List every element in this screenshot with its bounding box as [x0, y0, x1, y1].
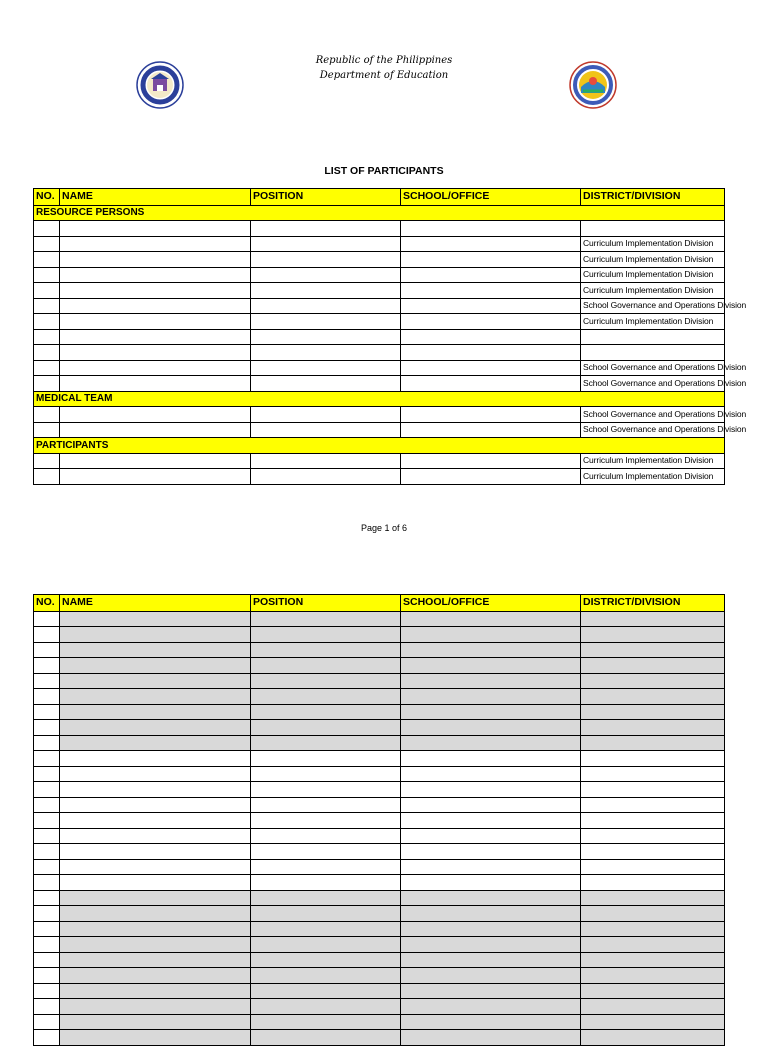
- section-row-medical: [34, 391, 725, 407]
- col-header-district: DISTRICT/DIVISION: [581, 595, 725, 612]
- department-heading: Department of Education: [319, 70, 449, 81]
- cell-no: [34, 906, 60, 922]
- table-row: [34, 890, 725, 906]
- cell-position: [251, 720, 401, 736]
- cell-position: [251, 642, 401, 658]
- table-row: [34, 360, 725, 376]
- cell-position: [251, 267, 401, 283]
- cell-position: [251, 999, 401, 1015]
- cell-position: [251, 952, 401, 968]
- table-row: [34, 642, 725, 658]
- table-row: [34, 952, 725, 968]
- cell-district: [581, 921, 725, 937]
- cell-no: [34, 689, 60, 705]
- col-header-position: POSITION: [251, 595, 401, 612]
- table-row: [34, 766, 725, 782]
- cell-district: [581, 345, 725, 361]
- cell-school: [401, 267, 581, 283]
- cell-position: [251, 252, 401, 268]
- table-row: [34, 875, 725, 891]
- cell-name: [60, 859, 251, 875]
- table-row: [34, 627, 725, 643]
- cell-school: [401, 766, 581, 782]
- cell-position: [251, 813, 401, 829]
- cell-name: [60, 983, 251, 999]
- cell-school: [401, 469, 581, 485]
- cell-no: [34, 642, 60, 658]
- cell-no: [34, 1014, 60, 1030]
- cell-name: [60, 999, 251, 1015]
- cell-school: [401, 890, 581, 906]
- cell-district: [581, 859, 725, 875]
- cell-school: [401, 859, 581, 875]
- cell-no: [34, 720, 60, 736]
- cell-no: [34, 890, 60, 906]
- col-header-school: SCHOOL/OFFICE: [401, 595, 581, 612]
- table-row: [34, 611, 725, 627]
- cell-position: [251, 968, 401, 984]
- cell-position: [251, 828, 401, 844]
- medical-rows: [34, 407, 747, 438]
- cell-position: [251, 875, 401, 891]
- table-row: [34, 236, 725, 252]
- col-header-position: POSITION: [251, 189, 401, 206]
- cell-school: [401, 952, 581, 968]
- cell-name: [60, 469, 251, 485]
- cell-no: [34, 735, 60, 751]
- cell-school: [401, 875, 581, 891]
- cell-no: [34, 658, 60, 674]
- cell-position: [251, 983, 401, 999]
- cell-school: [401, 658, 581, 674]
- table-row: [34, 453, 725, 469]
- cell-district: School Governance and Operations Division: [581, 376, 725, 392]
- cell-district: [581, 813, 725, 829]
- section-label: MEDICAL TEAM: [34, 391, 725, 407]
- republic-heading: Republic of the Philippines: [315, 55, 453, 66]
- cell-name: [60, 921, 251, 937]
- table-row: [34, 407, 725, 423]
- cell-school: [401, 704, 581, 720]
- participant-rows: [34, 453, 725, 484]
- cell-school: [401, 642, 581, 658]
- cell-name: [60, 828, 251, 844]
- table-row: [34, 422, 725, 438]
- cell-school: [401, 828, 581, 844]
- cell-district: [581, 844, 725, 860]
- cell-name: [60, 797, 251, 813]
- cell-name: [60, 1030, 251, 1046]
- cell-school: [401, 999, 581, 1015]
- table-row: [34, 298, 725, 314]
- table-row: [34, 828, 725, 844]
- cell-no: [34, 875, 60, 891]
- deped-seal-icon: [136, 61, 184, 109]
- table-row: [34, 968, 725, 984]
- cell-school: [401, 921, 581, 937]
- cell-no: [34, 937, 60, 953]
- cell-no: [34, 983, 60, 999]
- cell-no: [34, 813, 60, 829]
- col-header-name: NAME: [60, 595, 251, 612]
- cell-position: [251, 376, 401, 392]
- cell-position: [251, 407, 401, 423]
- cell-school: [401, 751, 581, 767]
- cell-school: [401, 782, 581, 798]
- cell-school: [401, 360, 581, 376]
- table-row: [34, 267, 725, 283]
- cell-name: [60, 453, 251, 469]
- cell-position: [251, 890, 401, 906]
- cell-position: [251, 689, 401, 705]
- cell-district: Curriculum Implementation Division: [581, 236, 725, 252]
- cell-name: [60, 952, 251, 968]
- cell-name: [60, 376, 251, 392]
- cell-no: [34, 611, 60, 627]
- resource-rows: [34, 221, 747, 392]
- cell-school: [401, 1030, 581, 1046]
- cell-name: [60, 611, 251, 627]
- cell-district: [581, 1030, 725, 1046]
- cell-no: [34, 751, 60, 767]
- table-row: [34, 469, 725, 485]
- table-row: [34, 314, 725, 330]
- cell-district: Curriculum Implementation Division: [581, 469, 725, 485]
- cell-name: [60, 704, 251, 720]
- cell-no: [34, 782, 60, 798]
- cell-position: [251, 797, 401, 813]
- col-header-district: DISTRICT/DIVISION: [581, 189, 725, 206]
- cell-position: [251, 422, 401, 438]
- cell-position: [251, 921, 401, 937]
- cell-name: [60, 906, 251, 922]
- cell-position: [251, 1030, 401, 1046]
- cell-name: [60, 360, 251, 376]
- cell-school: [401, 314, 581, 330]
- table-row: [34, 283, 725, 299]
- cell-no: [34, 968, 60, 984]
- cell-district: [581, 766, 725, 782]
- cell-school: [401, 376, 581, 392]
- cell-school: [401, 968, 581, 984]
- cell-district: [581, 673, 725, 689]
- table-row: [34, 751, 725, 767]
- cell-district: [581, 906, 725, 922]
- cell-name: [60, 689, 251, 705]
- cell-name: [60, 751, 251, 767]
- cell-name: [60, 298, 251, 314]
- cell-no: [34, 236, 60, 252]
- cell-no: [34, 407, 60, 423]
- cell-school: [401, 345, 581, 361]
- cell-name: [60, 345, 251, 361]
- cell-district: [581, 968, 725, 984]
- cell-district: [581, 658, 725, 674]
- cell-district: [581, 720, 725, 736]
- table-row: [34, 1014, 725, 1030]
- table-row: [34, 844, 725, 860]
- cell-district: [581, 329, 725, 345]
- cell-no: [34, 329, 60, 345]
- cell-district: [581, 983, 725, 999]
- cell-no: [34, 314, 60, 330]
- cell-school: [401, 720, 581, 736]
- cell-name: [60, 735, 251, 751]
- cell-position: [251, 937, 401, 953]
- col-header-no: NO.: [34, 595, 60, 612]
- cell-position: [251, 221, 401, 237]
- table-row: [34, 921, 725, 937]
- cell-school: [401, 283, 581, 299]
- cell-school: [401, 673, 581, 689]
- page-number: Page 1 of 6: [360, 523, 408, 533]
- cell-name: [60, 1014, 251, 1030]
- cell-district: [581, 689, 725, 705]
- cell-name: [60, 627, 251, 643]
- cell-position: [251, 859, 401, 875]
- table-row: [34, 735, 725, 751]
- cell-district: [581, 875, 725, 891]
- cell-district: School Governance and Operations Division: [581, 360, 725, 376]
- cell-district: [581, 890, 725, 906]
- cell-name: [60, 766, 251, 782]
- cell-position: [251, 627, 401, 643]
- cell-position: [251, 314, 401, 330]
- cell-school: [401, 1014, 581, 1030]
- table-row: [34, 720, 725, 736]
- table-row: [34, 252, 725, 268]
- table-header-row: [34, 189, 725, 206]
- participants-table-page2: [33, 594, 725, 1046]
- cell-position: [251, 704, 401, 720]
- cell-no: [34, 999, 60, 1015]
- cell-name: [60, 813, 251, 829]
- cell-district: [581, 782, 725, 798]
- cell-district: Curriculum Implementation Division: [581, 453, 725, 469]
- participants-table-page1: [33, 188, 747, 485]
- cell-name: [60, 283, 251, 299]
- cell-school: [401, 983, 581, 999]
- table-row: [34, 859, 725, 875]
- cell-district: School Governance and Operations Division: [581, 298, 725, 314]
- cell-school: [401, 221, 581, 237]
- section-row-resource: [34, 205, 725, 221]
- table-header-row: [34, 595, 725, 612]
- table-row: [34, 797, 725, 813]
- cell-district: [581, 937, 725, 953]
- cell-position: [251, 782, 401, 798]
- cell-name: [60, 937, 251, 953]
- cell-no: [34, 298, 60, 314]
- cell-school: [401, 627, 581, 643]
- cell-school: [401, 329, 581, 345]
- cell-district: [581, 952, 725, 968]
- cell-no: [34, 252, 60, 268]
- cell-district: [581, 735, 725, 751]
- cell-district: Curriculum Implementation Division: [581, 314, 725, 330]
- cell-school: [401, 252, 581, 268]
- cell-name: [60, 782, 251, 798]
- table-row: [34, 673, 725, 689]
- cell-school: [401, 407, 581, 423]
- cell-school: [401, 844, 581, 860]
- cell-position: [251, 611, 401, 627]
- cell-school: [401, 906, 581, 922]
- cell-position: [251, 766, 401, 782]
- col-header-no: NO.: [34, 189, 60, 206]
- col-header-name: NAME: [60, 189, 251, 206]
- page-title: LIST OF PARTICIPANTS: [324, 165, 444, 177]
- cell-district: [581, 627, 725, 643]
- cell-no: [34, 345, 60, 361]
- cell-no: [34, 422, 60, 438]
- cell-no: [34, 766, 60, 782]
- cell-district: Curriculum Implementation Division: [581, 283, 725, 299]
- cell-no: [34, 859, 60, 875]
- section-label: PARTICIPANTS: [34, 438, 725, 454]
- cell-name: [60, 329, 251, 345]
- division-seal-icon: [569, 61, 617, 109]
- cell-name: [60, 844, 251, 860]
- cell-position: [251, 1014, 401, 1030]
- cell-name: [60, 221, 251, 237]
- cell-name: [60, 422, 251, 438]
- cell-no: [34, 704, 60, 720]
- table-row: [34, 999, 725, 1015]
- table-row: [34, 937, 725, 953]
- section-row-participants: [34, 438, 725, 454]
- table-row: [34, 1030, 725, 1046]
- cell-school: [401, 453, 581, 469]
- cell-school: [401, 611, 581, 627]
- cell-no: [34, 469, 60, 485]
- col-header-school: SCHOOL/OFFICE: [401, 189, 581, 206]
- table-row: [34, 782, 725, 798]
- cell-name: [60, 968, 251, 984]
- cell-position: [251, 345, 401, 361]
- table-row: [34, 221, 725, 237]
- table-row: [34, 704, 725, 720]
- cell-name: [60, 673, 251, 689]
- cell-district: [581, 797, 725, 813]
- cell-district: Curriculum Implementation Division: [581, 252, 725, 268]
- cell-district: [581, 751, 725, 767]
- cell-name: [60, 642, 251, 658]
- cell-no: [34, 921, 60, 937]
- cell-no: [34, 828, 60, 844]
- cell-no: [34, 376, 60, 392]
- cell-name: [60, 875, 251, 891]
- table-row: [34, 983, 725, 999]
- cell-name: [60, 407, 251, 423]
- cell-no: [34, 673, 60, 689]
- cell-school: [401, 797, 581, 813]
- cell-position: [251, 329, 401, 345]
- cell-position: [251, 906, 401, 922]
- cell-position: [251, 298, 401, 314]
- cell-position: [251, 469, 401, 485]
- table-row: [34, 689, 725, 705]
- cell-position: [251, 360, 401, 376]
- cell-name: [60, 314, 251, 330]
- cell-district: [581, 611, 725, 627]
- cell-position: [251, 735, 401, 751]
- cell-school: [401, 298, 581, 314]
- cell-position: [251, 751, 401, 767]
- cell-no: [34, 453, 60, 469]
- cell-no: [34, 221, 60, 237]
- cell-district: [581, 1014, 725, 1030]
- cell-district: [581, 221, 725, 237]
- cell-school: [401, 422, 581, 438]
- cell-position: [251, 283, 401, 299]
- cell-school: [401, 813, 581, 829]
- cell-no: [34, 360, 60, 376]
- cell-no: [34, 627, 60, 643]
- table-row: [34, 906, 725, 922]
- cell-position: [251, 844, 401, 860]
- cell-district: [581, 642, 725, 658]
- cell-position: [251, 658, 401, 674]
- cell-no: [34, 283, 60, 299]
- cell-position: [251, 673, 401, 689]
- cell-school: [401, 689, 581, 705]
- cell-name: [60, 236, 251, 252]
- cell-no: [34, 797, 60, 813]
- cell-school: [401, 236, 581, 252]
- cell-district: Curriculum Implementation Division: [581, 267, 725, 283]
- table-row: [34, 329, 725, 345]
- cell-position: [251, 453, 401, 469]
- table-row: [34, 658, 725, 674]
- section-label: RESOURCE PERSONS: [34, 205, 725, 221]
- table-row: [34, 813, 725, 829]
- cell-name: [60, 252, 251, 268]
- cell-district: [581, 999, 725, 1015]
- cell-school: [401, 735, 581, 751]
- blank-rows: [34, 611, 725, 1045]
- cell-district: School Governance and Operations Division: [581, 422, 725, 438]
- table-row: [34, 376, 725, 392]
- cell-school: [401, 937, 581, 953]
- cell-no: [34, 844, 60, 860]
- cell-no: [34, 1030, 60, 1046]
- table-row: [34, 345, 725, 361]
- cell-district: School Governance and Operations Division: [581, 407, 725, 423]
- cell-district: [581, 704, 725, 720]
- cell-district: [581, 828, 725, 844]
- cell-position: [251, 236, 401, 252]
- cell-name: [60, 720, 251, 736]
- cell-name: [60, 658, 251, 674]
- cell-name: [60, 267, 251, 283]
- cell-no: [34, 267, 60, 283]
- cell-no: [34, 952, 60, 968]
- cell-name: [60, 890, 251, 906]
